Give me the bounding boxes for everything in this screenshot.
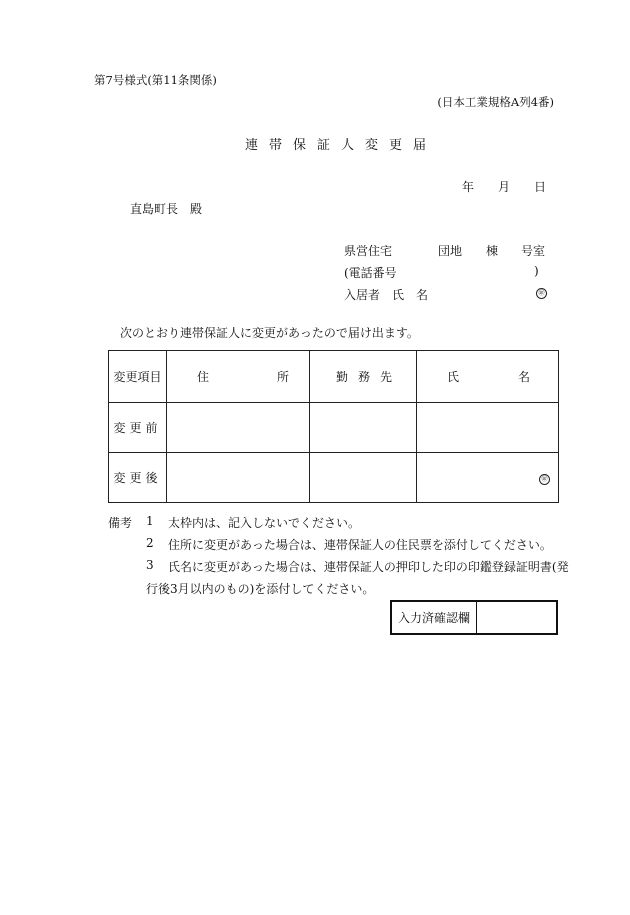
entry-confirmation-label: 入力済確認欄 — [392, 602, 477, 633]
before-address-cell[interactable] — [167, 403, 310, 453]
entry-confirmation-box — [390, 600, 558, 635]
header-address-2: 所 — [276, 370, 289, 384]
note-continuation: 行後3月以内のもの)を添付してください。 — [146, 582, 375, 596]
phone-open: (電話番号 — [344, 266, 397, 280]
header-name — [417, 351, 559, 403]
before-work-cell[interactable] — [310, 403, 417, 453]
form-title: 連帯保証人変更届 — [245, 138, 438, 153]
paper-size-note: (日本工業規格A列4番) — [437, 95, 554, 109]
header-work-3: 先 — [379, 370, 392, 384]
addressee: 直島町長 殿 — [130, 202, 203, 216]
table-row — [109, 453, 559, 503]
month-label: 月 — [497, 180, 510, 194]
note-num-2: 2 — [146, 536, 154, 550]
row-label-before: 変更前 — [109, 403, 167, 453]
header-work — [310, 351, 417, 403]
day-label: 日 — [533, 180, 546, 194]
header-name-2: 名 — [517, 370, 530, 384]
note-num-3: 3 — [146, 558, 154, 572]
row-label-after: 変更後 — [109, 453, 167, 503]
header-name-1: 氏 — [447, 370, 460, 384]
after-work-cell[interactable] — [310, 453, 417, 503]
header-address-1: 住 — [197, 370, 210, 384]
after-name-cell[interactable] — [417, 453, 559, 503]
header-work-1: 勤 — [336, 370, 349, 384]
before-name-cell[interactable] — [417, 403, 559, 453]
note-num-1: 1 — [146, 514, 154, 528]
phone-close: ) — [534, 264, 539, 278]
change-table — [108, 350, 559, 503]
form-number: 第7号様式(第11条関係) — [94, 73, 217, 87]
resident-name-label: 入居者 氏 名 — [344, 288, 429, 302]
header-address — [167, 351, 310, 403]
building-label: 棟 — [486, 244, 499, 258]
housing-label: 県営住宅 — [344, 244, 393, 258]
seal-icon: ㊞ — [536, 288, 547, 299]
note-text-2: 住所に変更があった場合は、連帯保証人の住民票を添付してください。 — [168, 538, 552, 552]
year-label: 年 — [462, 180, 475, 194]
notes-label: 備考 — [108, 516, 133, 530]
after-address-cell[interactable] — [167, 453, 310, 503]
entry-confirmation-field[interactable] — [477, 602, 556, 633]
header-item: 変更項目 — [109, 351, 167, 403]
note-text-1: 太枠内は、記入しないでください。 — [168, 516, 361, 530]
date-line — [462, 178, 546, 195]
intro-text: 次のとおり連帯保証人に変更があったので届け出ます。 — [120, 326, 419, 340]
table-row — [109, 403, 559, 453]
danchi-label: 団地 — [438, 244, 463, 258]
note-text-3: 氏名に変更があった場合は、連帯保証人の押印した印の印鑑登録証明書(発 — [168, 560, 569, 574]
seal-icon: ㊞ — [539, 474, 550, 485]
room-label: 号室 — [521, 244, 546, 258]
header-work-2: 務 — [357, 370, 370, 384]
